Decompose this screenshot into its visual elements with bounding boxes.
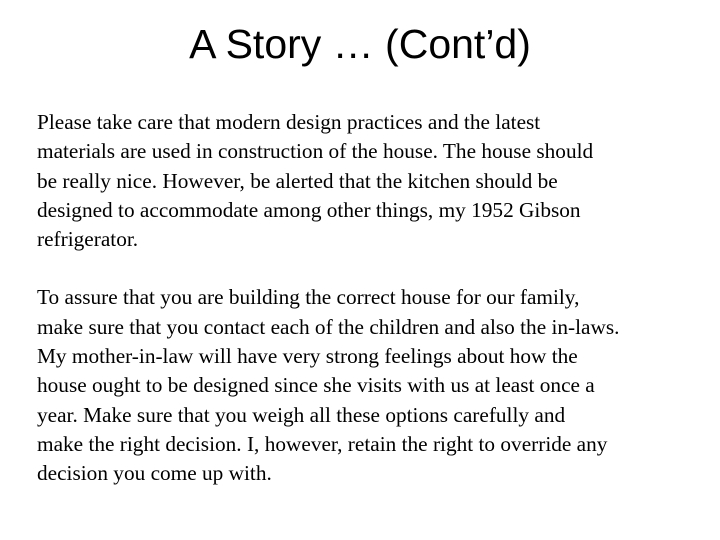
text-line: make sure that you contact each of the children and also the in-laws.: [37, 314, 620, 339]
text-line: house ought to be designed since she visits with us at least once a: [37, 373, 595, 398]
text-line: year. Make sure that you weigh all these options carefully and: [37, 402, 566, 427]
text-line: designed to accommodate among other things, my 1952 Gibson: [37, 197, 581, 222]
slide-body: [37, 108, 713, 489]
text-line: Please take care that modern design practices and the latest: [37, 110, 541, 134]
text-line: materials are used in construction of the house. The house should: [37, 139, 594, 164]
text-line: decision you come up with.: [37, 461, 272, 486]
text-line: To assure that you are building the correct house for our family,: [37, 285, 580, 310]
slide-title: A Story … (Cont’d): [189, 21, 531, 67]
text-line: make the right decision. I, however, retain the right to override any: [37, 431, 608, 456]
paragraph-instructions: [37, 108, 713, 254]
text-line: My mother-in-law will have very strong feelings about how the: [37, 344, 578, 369]
text-line: be really nice. However, be alerted that the kitchen should be: [37, 168, 558, 193]
paragraph-family: [37, 283, 713, 488]
text-line: refrigerator.: [37, 227, 139, 252]
